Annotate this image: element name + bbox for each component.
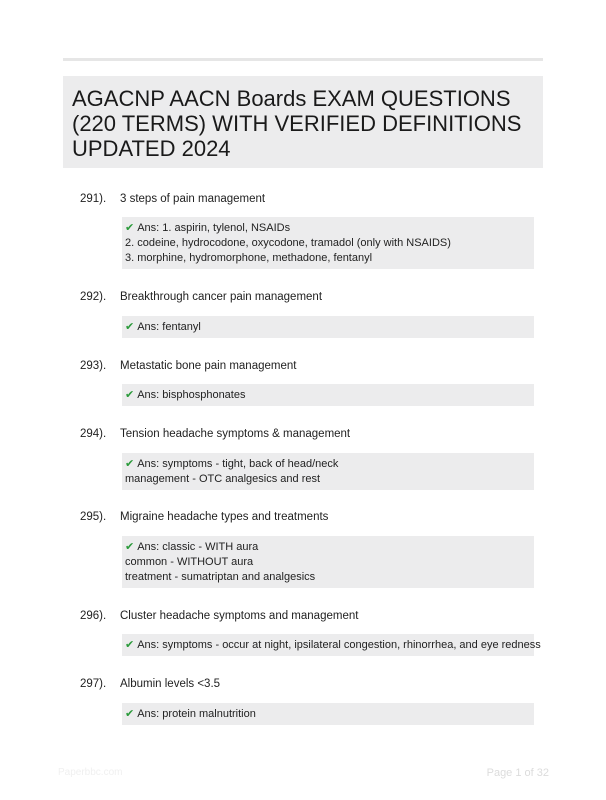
answer-box — [122, 453, 534, 490]
answer-text: classic - WITH aura — [162, 541, 259, 553]
question-text: Metastatic bone pain management — [120, 360, 297, 372]
answer-box — [122, 384, 534, 406]
question-number: 291). — [80, 193, 107, 205]
answer-text: bisphosphonates — [162, 389, 246, 401]
answer-box — [122, 536, 534, 588]
footer-page-number: Page 1 of 32 — [486, 767, 549, 779]
question-number: 294). — [80, 428, 107, 440]
answer-line — [125, 707, 531, 722]
answer-line — [125, 320, 531, 335]
answer-text: 1. aspirin, tylenol, NSAIDs — [162, 222, 291, 234]
answer-box — [122, 217, 534, 269]
answer-line — [125, 388, 531, 403]
check-icon: ✔ — [125, 222, 135, 234]
question-number: 296). — [80, 610, 107, 622]
check-icon: ✔ — [125, 389, 135, 401]
check-icon: ✔ — [125, 639, 135, 651]
answer-prefix: Ans: — [137, 389, 160, 401]
answer-box — [122, 703, 534, 725]
question-text: 3 steps of pain management — [120, 193, 266, 205]
answer-box — [122, 316, 534, 338]
answer-line — [125, 221, 531, 236]
question-text: Cluster headache symptoms and management — [120, 610, 359, 622]
check-icon: ✔ — [125, 541, 135, 553]
answer-text: symptoms - occur at night, ipsilateral congestion, rhinorrhea, and eye redness — [162, 639, 541, 651]
answer-text: management - OTC analgesics and rest — [125, 473, 321, 485]
check-icon: ✔ — [125, 321, 135, 333]
answer-line — [125, 555, 531, 570]
answer-line — [125, 540, 531, 555]
question-number: 297). — [80, 678, 107, 690]
answer-line — [125, 570, 531, 585]
check-icon: ✔ — [125, 458, 135, 470]
answer-text: treatment - sumatriptan and analgesics — [125, 571, 316, 583]
answer-text: 3. morphine, hydromorphone, methadone, fentanyl — [125, 252, 373, 264]
question-number: 292). — [80, 291, 107, 303]
answer-prefix: Ans: — [137, 458, 160, 470]
top-divider — [63, 58, 543, 61]
answer-line — [125, 251, 531, 266]
answer-line — [125, 472, 531, 487]
answer-line — [125, 638, 541, 653]
title-banner — [63, 76, 543, 168]
question-number: 293). — [80, 360, 107, 372]
check-icon: ✔ — [125, 708, 135, 720]
question-text: Breakthrough cancer pain management — [120, 291, 323, 303]
answer-line — [125, 236, 531, 251]
answer-line — [125, 457, 531, 472]
answer-text: symptoms - tight, back of head/neck — [162, 458, 339, 470]
answer-prefix: Ans: — [137, 708, 160, 720]
answer-text: fentanyl — [162, 321, 201, 333]
answer-prefix: Ans: — [137, 639, 160, 651]
footer-site: Paperbbc.com — [58, 767, 123, 778]
answer-box — [122, 634, 541, 656]
question-number: 295). — [80, 511, 107, 523]
answer-prefix: Ans: — [137, 321, 160, 333]
answer-text: protein malnutrition — [162, 708, 256, 720]
answer-text: common - WITHOUT aura — [125, 556, 254, 568]
answer-prefix: Ans: — [137, 222, 160, 234]
question-text: Migraine headache types and treatments — [120, 511, 329, 523]
question-text: Albumin levels <3.5 — [120, 678, 221, 690]
answer-text: 2. codeine, hydrocodone, oxycodone, tramadol (only with NSAIDS) — [125, 237, 451, 249]
question-text: Tension headache symptoms & management — [120, 428, 351, 440]
document-title: AGACNP AACN Boards EXAM QUESTIONS (220 TERMS) WITH VERIFIED DEFINITIONS UPDATED 2024 — [72, 86, 522, 161]
answer-prefix: Ans: — [137, 541, 160, 553]
